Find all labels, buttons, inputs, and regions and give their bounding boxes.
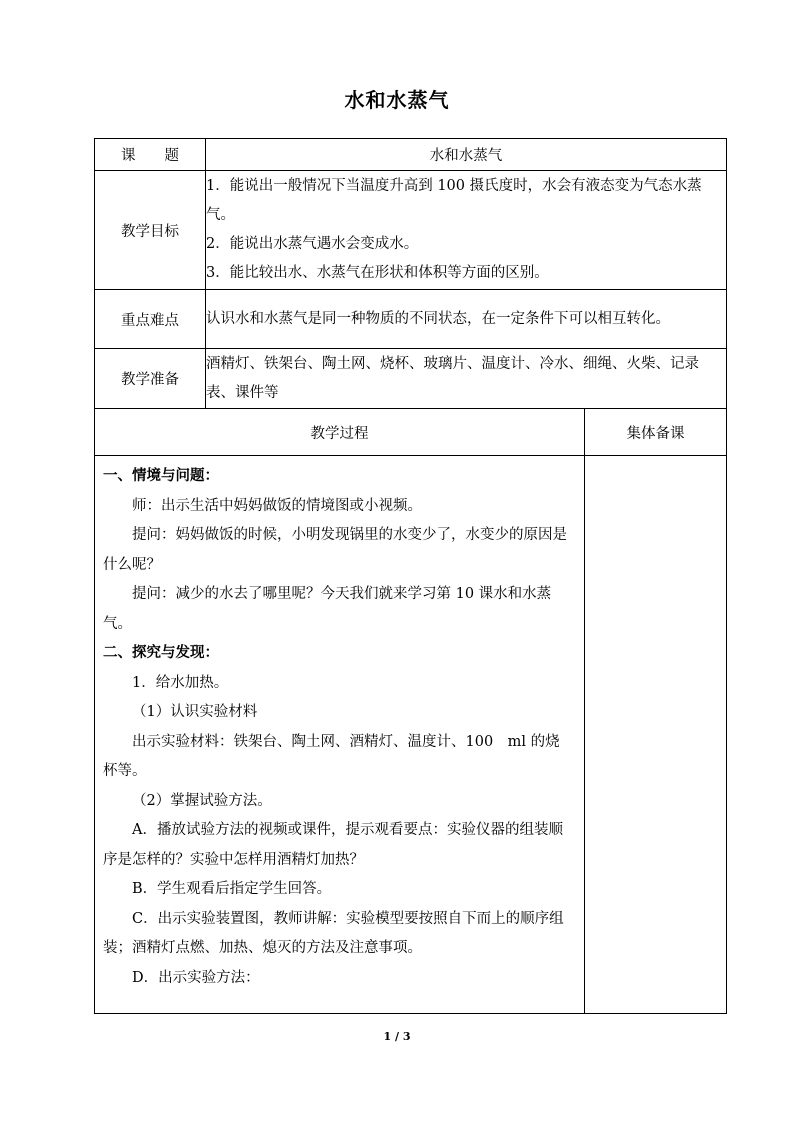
- table-row-process-header: [95, 409, 727, 456]
- notes-header: 集体备课: [585, 409, 727, 456]
- section-heading: 二、探究与发现：: [103, 645, 219, 661]
- prep-value: 酒精灯、铁架台、陶土网、烧杯、玻璃片、温度计、冷水、细绳、火柴、记录表、课件等: [206, 349, 727, 409]
- table-row-key: [95, 290, 727, 349]
- prep-label: 教学准备: [95, 349, 206, 409]
- goal-item: 1．能说出一般情况下当温度升高到 100 摄氏度时，水会有液态变为气态水蒸气。: [206, 178, 702, 223]
- paragraph: C．出示实验装置图，教师讲解：实验模型要按照自下而上的顺序组装；酒精灯点燃、加热、熄灭的方法及注意事项。: [103, 910, 564, 956]
- paragraph: D．出示实验方法：: [132, 969, 260, 986]
- table-row-process: [95, 456, 727, 1014]
- key-value: 认识水和水蒸气是同一种物质的不同状态，在一定条件下可以相互转化。: [206, 290, 727, 349]
- topic-label: 课 题: [95, 139, 206, 171]
- process-cell: [95, 456, 585, 1014]
- section-heading: 一、情境与问题：: [103, 468, 219, 484]
- paragraph: 出示实验材料：铁架台、陶土网、酒精灯、温度计、100 ml 的烧: [132, 733, 560, 750]
- paragraph: 提问：减少的水去了哪里呢？今天我们就来学习第 10 课水和水蒸气。: [103, 586, 552, 632]
- paragraph: （2）掌握试验方法。: [132, 792, 272, 809]
- paragraph: A．播放试验方法的视频或课件，提示观看要点：实验仪器的组装顺序是怎样的？实验中怎样用酒精灯加热？: [103, 822, 563, 868]
- goals-label: 教学目标: [95, 171, 206, 290]
- paragraph: 师：出示生活中妈妈做饭的情境图或小视频。: [132, 497, 422, 514]
- goals-cell: [206, 171, 727, 290]
- topic-value: 水和水蒸气: [206, 139, 727, 171]
- paragraph: 杯等。: [103, 763, 147, 779]
- table-row-prep: [95, 349, 727, 409]
- goal-item: 3．能比较出水、水蒸气在形状和体积等方面的区别。: [206, 265, 549, 281]
- page-number: 1 / 3: [383, 1030, 411, 1043]
- key-label: 重点难点: [95, 290, 206, 349]
- notes-cell: [585, 456, 727, 1014]
- goal-item: 2．能说出水蒸气遇水会变成水。: [206, 236, 419, 252]
- paragraph: （1）认识实验材料: [132, 704, 258, 720]
- lesson-plan-table: [94, 138, 727, 1014]
- table-row-topic: [95, 139, 727, 171]
- table-row-goals: [95, 171, 727, 290]
- document-title: 水和水蒸气: [344, 88, 450, 112]
- process-header: 教学过程: [95, 409, 585, 456]
- paragraph: 1．给水加热。: [132, 674, 229, 691]
- paragraph: B．学生观看后指定学生回答。: [132, 881, 332, 897]
- paragraph: 提问：妈妈做饭的时候，小明发现锅里的水变少了，水变少的原因是什么呢？: [103, 527, 567, 573]
